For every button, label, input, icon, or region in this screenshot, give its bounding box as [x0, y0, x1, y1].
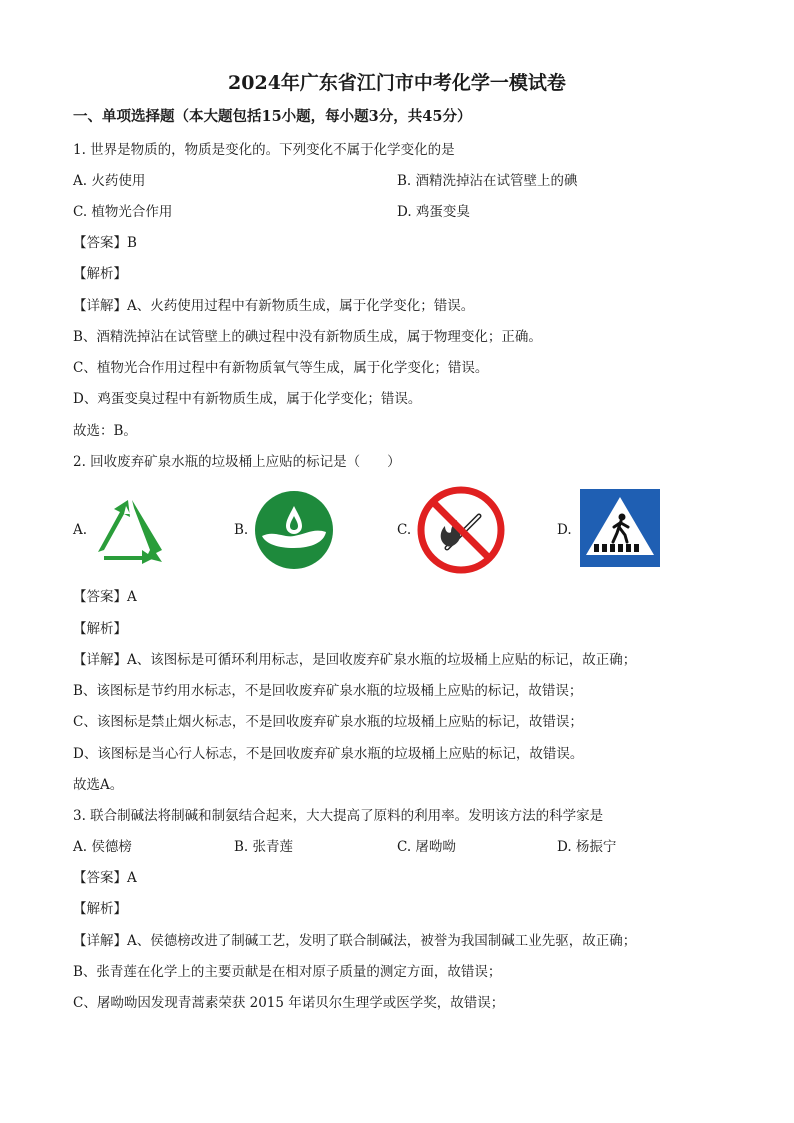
q2-option-c-label: C.: [397, 522, 412, 538]
q1-detail: 【详解】A、火药使用过程中有新物质生成，属于化学变化；错误。: [73, 298, 475, 314]
q2-analysis-label: 【解析】: [73, 621, 127, 637]
section-heading: 一、单项选择题（本大题包括15小题，每小题3分，共45分）: [73, 108, 472, 125]
q1-option-a: A. 火药使用: [73, 173, 146, 189]
q1-detail: C、植物光合作用过程中有新物质氧气等生成，属于化学变化；错误。: [73, 360, 489, 376]
q3-detail: 【详解】A、侯德榜改进了制碱工艺，发明了联合制碱法，被誉为我国制碱工业先驱，故正确；: [73, 933, 637, 949]
q2-option-d-label: D.: [557, 522, 572, 538]
question-3-stem: 3. 联合制碱法将制碱和制氨结合起来，大大提高了原料的利用率。发明该方法的科学家是: [73, 808, 604, 824]
q1-option-d: D. 鸡蛋变臭: [397, 204, 470, 220]
pedestrian-crossing-icon: [580, 489, 660, 567]
q1-conclusion: 故选：B。: [73, 423, 137, 439]
q1-detail: D、鸡蛋变臭过程中有新物质生成，属于化学变化；错误。: [73, 391, 422, 407]
q2-detail: D、该图标是当心行人标志，不是回收废弃矿泉水瓶的垃圾桶上应贴的标记，故错误。: [73, 746, 584, 762]
q1-detail: B、酒精洗掉沾在试管壁上的碘过程中没有新物质生成，属于物理变化；正确。: [73, 329, 542, 345]
q2-option-a-label: A.: [73, 522, 88, 538]
q3-detail: C、屠呦呦因发现青蒿素荣获 2015 年诺贝尔生理学或医学奖，故错误；: [73, 995, 505, 1011]
q3-option-b: B. 张青莲: [234, 839, 294, 855]
no-fire-icon: [417, 486, 505, 574]
q2-detail: 【详解】A、该图标是可循环利用标志，是回收废弃矿泉水瓶的垃圾桶上应贴的标记，故正确；: [73, 652, 637, 668]
q2-detail: C、该图标是禁止烟火标志，不是回收废弃矿泉水瓶的垃圾桶上应贴的标记，故错误；: [73, 714, 583, 730]
q3-detail: B、张青莲在化学上的主要贡献是在相对原子质量的测定方面，故错误；: [73, 964, 502, 980]
q1-answer: 【答案】B: [73, 235, 137, 251]
q2-detail: B、该图标是节约用水标志，不是回收废弃矿泉水瓶的垃圾桶上应贴的标记，故错误；: [73, 683, 583, 699]
q3-option-a: A. 侯德榜: [73, 839, 132, 855]
question-1-stem: 1. 世界是物质的，物质是变化的。下列变化不属于化学变化的是: [73, 142, 455, 158]
q3-option-d: D. 杨振宁: [557, 839, 617, 855]
q2-answer: 【答案】A: [73, 589, 137, 605]
page-title: 2024年广东省江门市中考化学一模试卷: [228, 72, 566, 94]
recycle-icon: [90, 492, 170, 564]
q3-answer: 【答案】A: [73, 870, 137, 886]
q1-option-b: B. 酒精洗掉沾在试管壁上的碘: [397, 173, 578, 189]
q2-conclusion: 故选A。: [73, 777, 124, 793]
q2-option-b-label: B.: [234, 522, 249, 538]
q1-analysis-label: 【解析】: [73, 266, 127, 282]
q1-option-c: C. 植物光合作用: [73, 204, 173, 220]
question-2-stem: 2. 回收废弃矿泉水瓶的垃圾桶上应贴的标记是（ ）: [73, 454, 401, 470]
water-saving-icon: [254, 490, 334, 570]
q3-option-c: C. 屠呦呦: [397, 839, 456, 855]
q3-analysis-label: 【解析】: [73, 901, 127, 917]
